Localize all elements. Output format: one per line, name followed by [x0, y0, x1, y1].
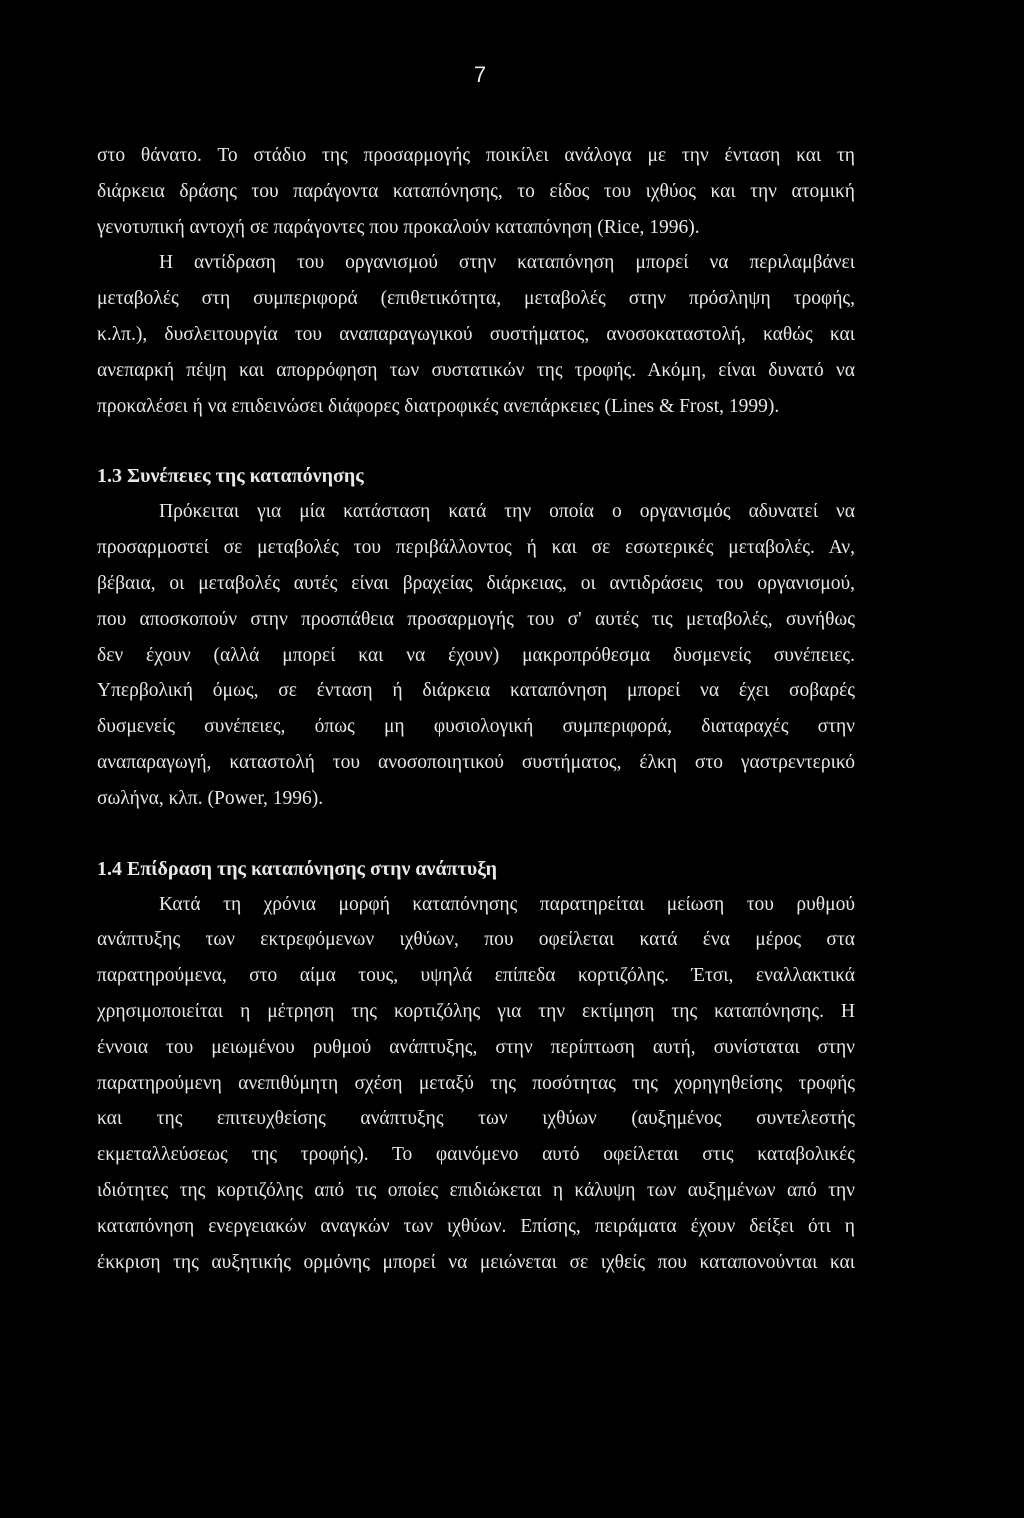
text-line: Η αντίδραση του οργανισμού στην καταπόνηση μπορεί να περιλαμβάνει [159, 252, 855, 274]
section-heading: 1.4 Επίδραση της καταπόνησης στην ανάπτυξη [97, 857, 498, 880]
paragraph-1 [97, 138, 855, 245]
text-line: στο θάνατο. Το στάδιο της προσαρμογής ποικίλει ανάλογα με την ένταση και τη [97, 145, 855, 166]
spacer [97, 817, 855, 851]
paragraph-2 [97, 245, 855, 424]
text-line: γενοτυπική αντοχή σε παράγοντες που προκαλούν καταπόνηση (Rice, 1996). [97, 216, 700, 238]
text-line: έννοια του μειωμένου ρυθμού ανάπτυξης, στην περίπτωση αυτή, συνίσταται στην [97, 1036, 855, 1058]
text-line: βέβαια, οι μεταβολές αυτές είναι βραχείας διάρκειας, οι αντιδράσεις του οργανισμού, [97, 572, 855, 594]
text-line: εκμεταλλεύσεως της τροφής). Το φαινόμενο αυτό οφείλεται στις καταβολικές [97, 1144, 855, 1166]
text-line: και της επιτευχθείσης ανάπτυξης των ιχθύων (αυξημένος συντελεστής [97, 1108, 855, 1130]
text-line: σωλήνα, κλπ. (Power, 1996). [97, 787, 324, 809]
text-line: δυσμενείς συνέπειες, όπως μη φυσιολογική συμπεριφορά, διαταραχές στην [97, 716, 855, 738]
text-line: που αποσκοπούν στην προσπάθεια προσαρμογής του σ' αυτές τις μεταβολές, συνήθως [97, 608, 855, 630]
text-line: έκκριση της αυξητικής ορμόνης μπορεί να μειώνεται σε ιχθείς που καταπονούνται και [97, 1251, 855, 1273]
text-line: Κατά τη χρόνια μορφή καταπόνησης παρατηρείται μείωση του ρυθμού [159, 893, 855, 915]
section-heading: 1.3 Συνέπειες της καταπόνησης [97, 465, 364, 488]
text-line: προκαλέσει ή να επιδεινώσει διάφορες διατροφικές ανεπάρκειες (Lines & Frost, 1999). [97, 395, 780, 417]
text-line: χρησιμοποιείται η μέτρηση της κορτιζόλης για την εκτίμηση της καταπόνησης. Η [97, 1000, 855, 1022]
text-line: αναπαραγωγή, καταστολή του ανοσοποιητικού συστήματος, έλκη στο γαστρεντερικό [97, 751, 855, 773]
text-line: ανάπτυξης των εκτρεφόμενων ιχθύων, που οφείλεται κατά ένα μέρος στα [97, 929, 855, 951]
text-line: Πρόκειται για μία κατάσταση κατά την οποία ο οργανισμός αδυνατεί να [159, 501, 855, 523]
section-1-3 [97, 458, 855, 816]
spacer [97, 424, 855, 458]
page-number: 7 [473, 62, 487, 87]
text-line: κ.λπ.), δυσλειτουργία του αναπαραγωγικού συστήματος, ανοσοκαταστολή, καθώς και [97, 323, 855, 345]
text-line: δεν έχουν (αλλά μπορεί και να έχουν) μακροπρόθεσμα δυσμενείς συνέπειες. [97, 644, 855, 666]
text-line: παρατηρούμενη ανεπιθύμητη σχέση μεταξύ της ποσότητας της χορηγηθείσης τροφής [97, 1072, 855, 1094]
text-line: καταπόνηση ενεργειακών αναγκών των ιχθύων. Επίσης, πειράματα έχουν δείξει ότι η [97, 1215, 855, 1237]
document-body [97, 138, 855, 1280]
text-line: ανεπαρκή πέψη και απορρόφηση των συστατικών της τροφής. Ακόμη, είναι δυνατό να [97, 359, 855, 381]
text-line: προσαρμοστεί σε μεταβολές του περιβάλλοντος ή και σε εσωτερικές μεταβολές. Αν, [97, 537, 855, 559]
text-line: ιδιότητες της κορτιζόλης από τις οποίες επιδιώκεται η κάλυψη των αυξημένων από την [97, 1179, 855, 1201]
text-line: Υπερβολική όμως, σε ένταση ή διάρκεια καταπόνηση μπορεί να έχει σοβαρές [97, 680, 855, 702]
section-1-4 [97, 851, 855, 1281]
text-line: μεταβολές στη συμπεριφορά (επιθετικότητα, μεταβολές στην πρόσληψη τροφής, [97, 288, 855, 310]
text-line: διάρκεια δράσης του παράγοντα καταπόνησης, το είδος του ιχθύος και την ατομική [97, 180, 855, 202]
text-line: παρατηρούμενα, στο αίμα τους, υψηλά επίπεδα κορτιζόλης. Έτσι, εναλλακτικά [97, 965, 855, 987]
